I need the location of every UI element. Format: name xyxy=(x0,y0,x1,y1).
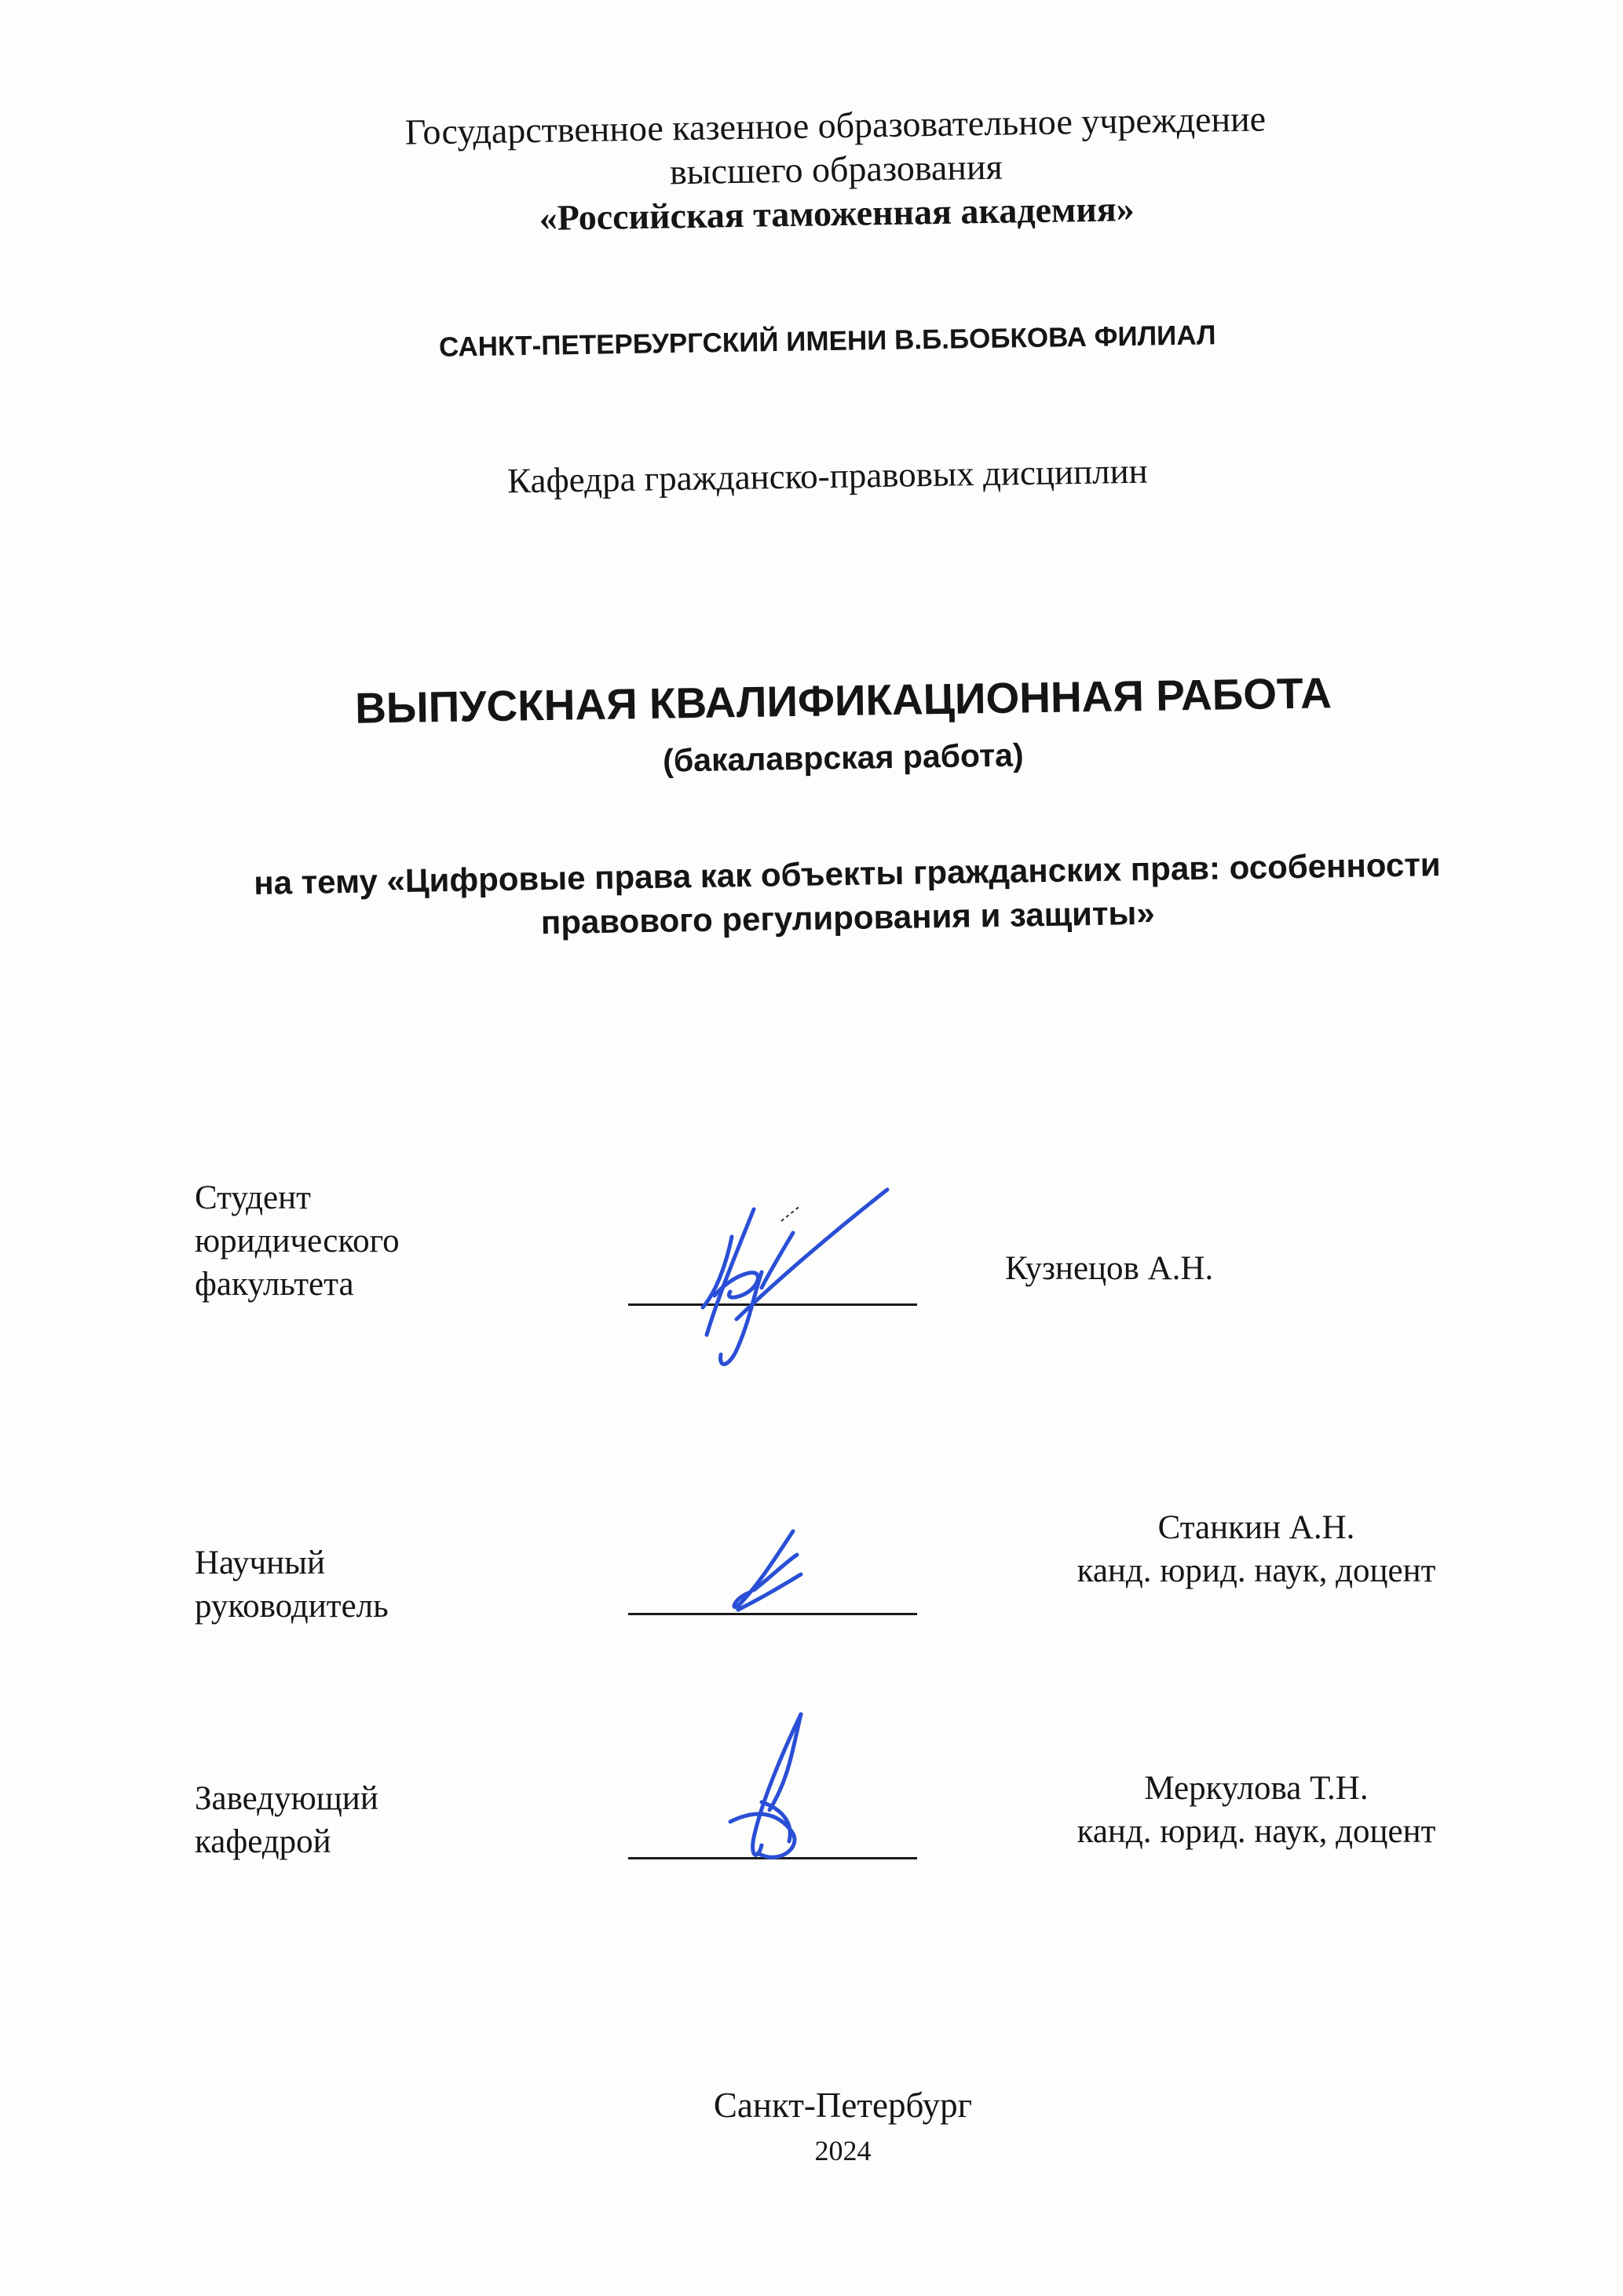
supervisor-signature-icon xyxy=(722,1523,817,1618)
head-role xyxy=(195,1777,378,1863)
head-signature-icon xyxy=(715,1708,824,1873)
work-type-title: ВЫПУСКНАЯ КВАЛИФИКАЦИОННАЯ РАБОТА xyxy=(354,668,1332,733)
head-info xyxy=(1021,1767,1492,1853)
student-role-line-1: Студент xyxy=(195,1179,311,1216)
head-role-line-2: кафедрой xyxy=(195,1823,331,1860)
supervisor-role-line-2: руководитель xyxy=(195,1588,389,1625)
institution-header xyxy=(24,91,1623,248)
topic-line-2: правового регулирования и защиты» xyxy=(540,894,1156,941)
academy-name: «Российская таможенная академия» xyxy=(539,188,1135,238)
supervisor-role xyxy=(195,1541,389,1628)
department-name: Кафедра гражданско-правовых дисциплин xyxy=(506,451,1149,501)
supervisor-role-line-1: Научный xyxy=(195,1545,325,1581)
student-signature-icon xyxy=(644,1186,895,1382)
institution-line-2: высшего образования xyxy=(669,146,1003,192)
institution-line-1: Государственное казенное образовательное учреждение xyxy=(404,98,1267,152)
student-role-line-2: юридического xyxy=(195,1223,400,1260)
head-role-line-1: Заведующий xyxy=(195,1780,378,1817)
work-subtype: (бакалаврская работа) xyxy=(662,737,1024,779)
supervisor-degree: канд. юрид. наук, доцент xyxy=(1077,1552,1436,1589)
head-name: Меркулова Т.Н. xyxy=(1144,1770,1369,1807)
work-topic xyxy=(35,839,1623,952)
supervisor-info xyxy=(1021,1506,1492,1592)
branch-name: САНКТ-ПЕТЕРБУРГСКИЙ ИМЕНИ В.Б.БОБКОВА ФИЛИАЛ xyxy=(438,320,1216,363)
topic-line-1: на тему «Цифровые права как объекты гражданских прав: особенности xyxy=(253,846,1442,901)
supervisor-name: Станкин А.Н. xyxy=(1157,1509,1355,1546)
student-role xyxy=(195,1176,400,1306)
student-role-line-3: факультета xyxy=(195,1266,354,1303)
student-name: Кузнецов А.Н. xyxy=(1005,1250,1214,1287)
footer-year: 2024 xyxy=(814,2135,872,2166)
head-degree: канд. юрид. наук, доцент xyxy=(1077,1813,1436,1850)
footer-city: Санкт-Петербург xyxy=(713,2086,973,2125)
